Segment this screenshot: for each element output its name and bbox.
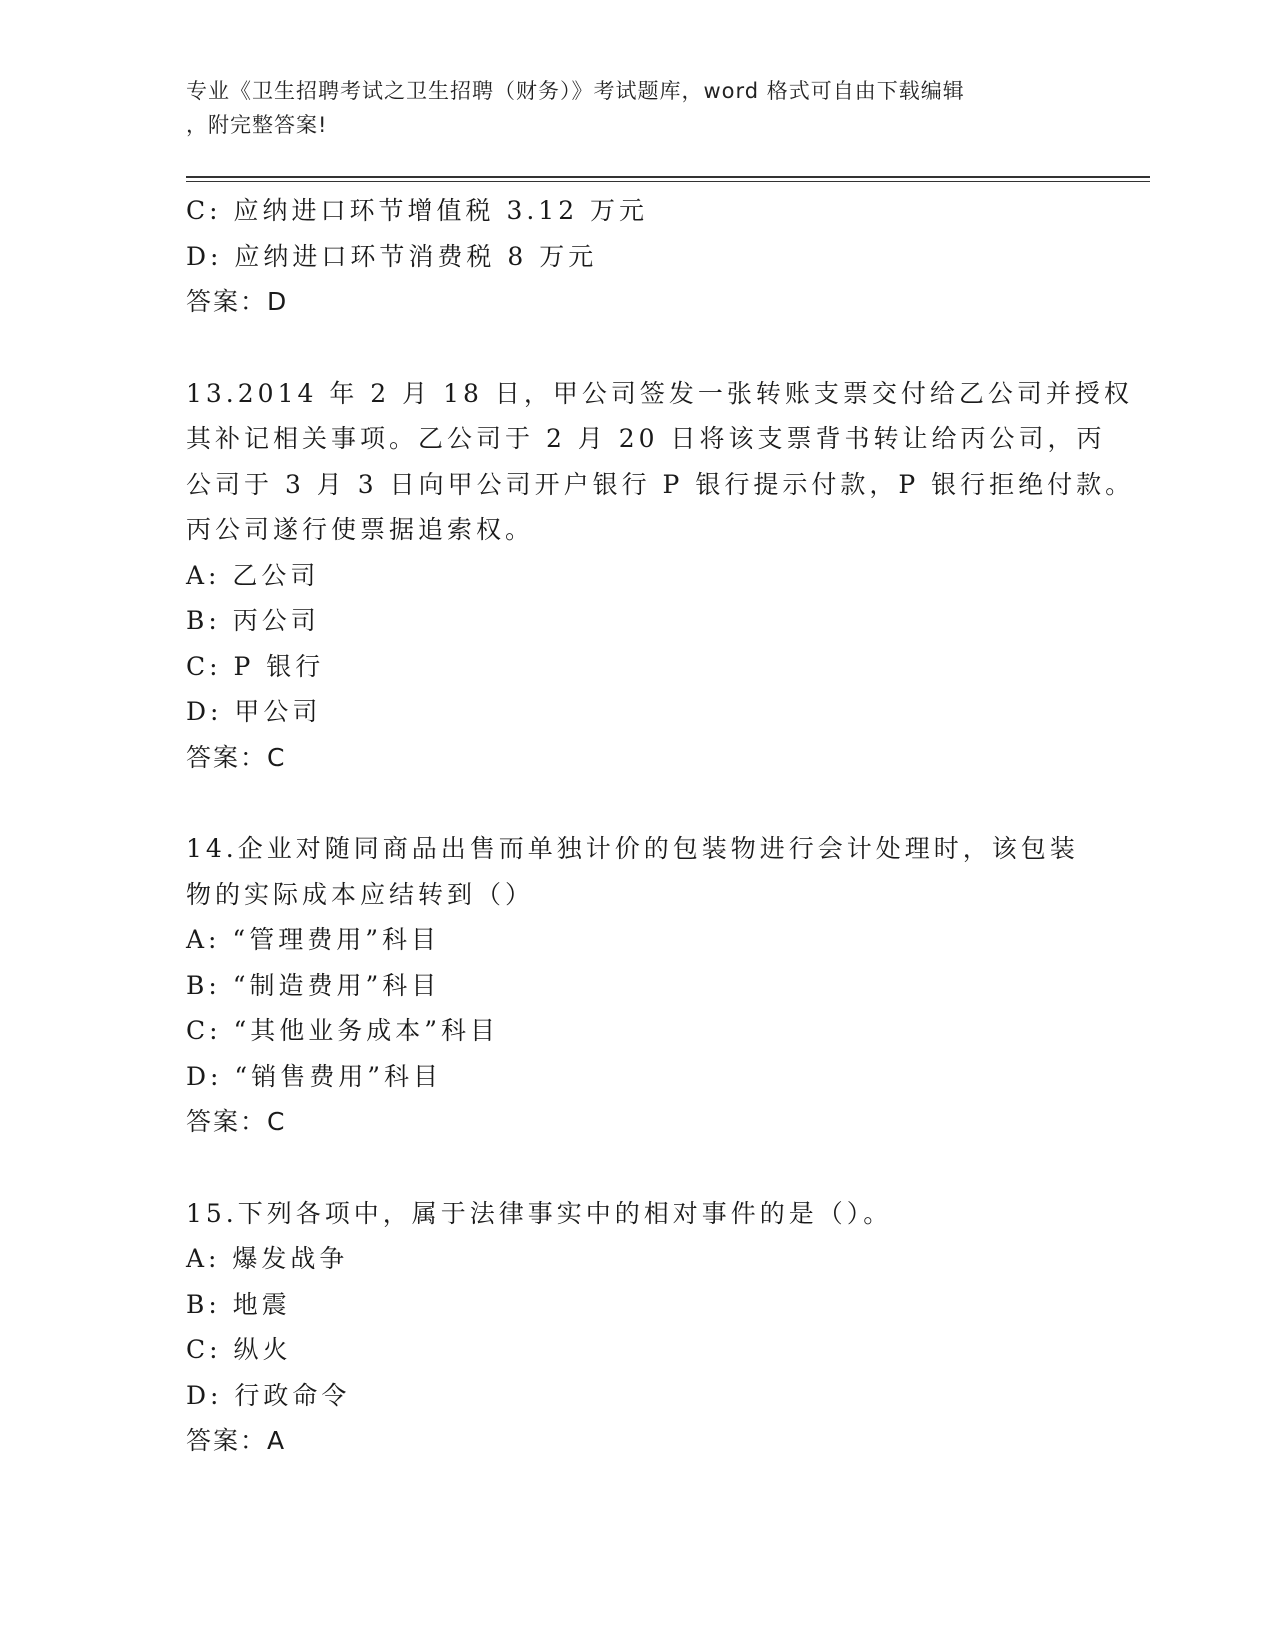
- question-text-line: 13.2014 年 2 月 18 日，甲公司签发一张转账支票交付给乙公司并授权: [186, 378, 1133, 408]
- question-text-line: 15.下列各项中，属于法律事实中的相对事件的是（）。: [186, 1198, 893, 1228]
- option-a: A: 乙公司: [186, 560, 320, 590]
- option-d: D: “销售费用”科目: [186, 1061, 442, 1091]
- option-b: B: 地震: [186, 1289, 291, 1319]
- header-line-2: ，附完整答案!: [186, 113, 328, 137]
- question-12-tail: [186, 188, 1086, 325]
- answer: 答案：D: [186, 287, 289, 316]
- option-d: D: 行政命令: [186, 1380, 351, 1410]
- question-text-line: 物的实际成本应结转到（）: [186, 879, 535, 909]
- option-d: D: 应纳进口环节消费税 8 万元: [186, 241, 598, 271]
- option-b: B: “制造费用”科目: [186, 970, 441, 1000]
- option-c: C: 纵火: [186, 1335, 292, 1364]
- document-header: [186, 74, 1086, 142]
- question-text-line: 其补记相关事项。乙公司于 2 月 20 日将该支票背书转让给丙公司，丙: [186, 424, 1106, 453]
- option-c: C: “其他业务成本”科目: [186, 1016, 500, 1045]
- question-text-line: 公司于 3 月 3 日向甲公司开户银行 P 银行提示付款，P 银行拒绝付款。: [186, 469, 1135, 499]
- header-divider-thick: [186, 176, 1150, 178]
- option-a: A: “管理费用”科目: [186, 925, 440, 954]
- option-a: A: 爆发战争: [186, 1244, 349, 1273]
- question-13: [186, 371, 1135, 781]
- answer: 答案：C: [186, 742, 287, 772]
- option-d: D: 甲公司: [186, 697, 322, 726]
- question-text-line: 14.企业对随同商品出售而单独计价的包装物进行会计处理时，该包装: [186, 834, 1079, 863]
- option-c: C: P 银行: [186, 651, 325, 681]
- header-divider-thin: [186, 181, 1150, 182]
- question-14: [186, 826, 1086, 1145]
- answer: 答案：A: [186, 1426, 287, 1455]
- option-b: B: 丙公司: [186, 606, 320, 635]
- answer: 答案：C: [186, 1107, 287, 1136]
- question-list: [186, 188, 1135, 1464]
- option-c: C: 应纳进口环节增值税 3.12 万元: [186, 196, 649, 225]
- header-line-1: 专业《卫生招聘考试之卫生招聘（财务）》考试题库，word 格式可自由下载编辑: [186, 79, 965, 103]
- question-text-line: 丙公司遂行使票据追索权。: [186, 515, 535, 544]
- question-15: [186, 1191, 1086, 1464]
